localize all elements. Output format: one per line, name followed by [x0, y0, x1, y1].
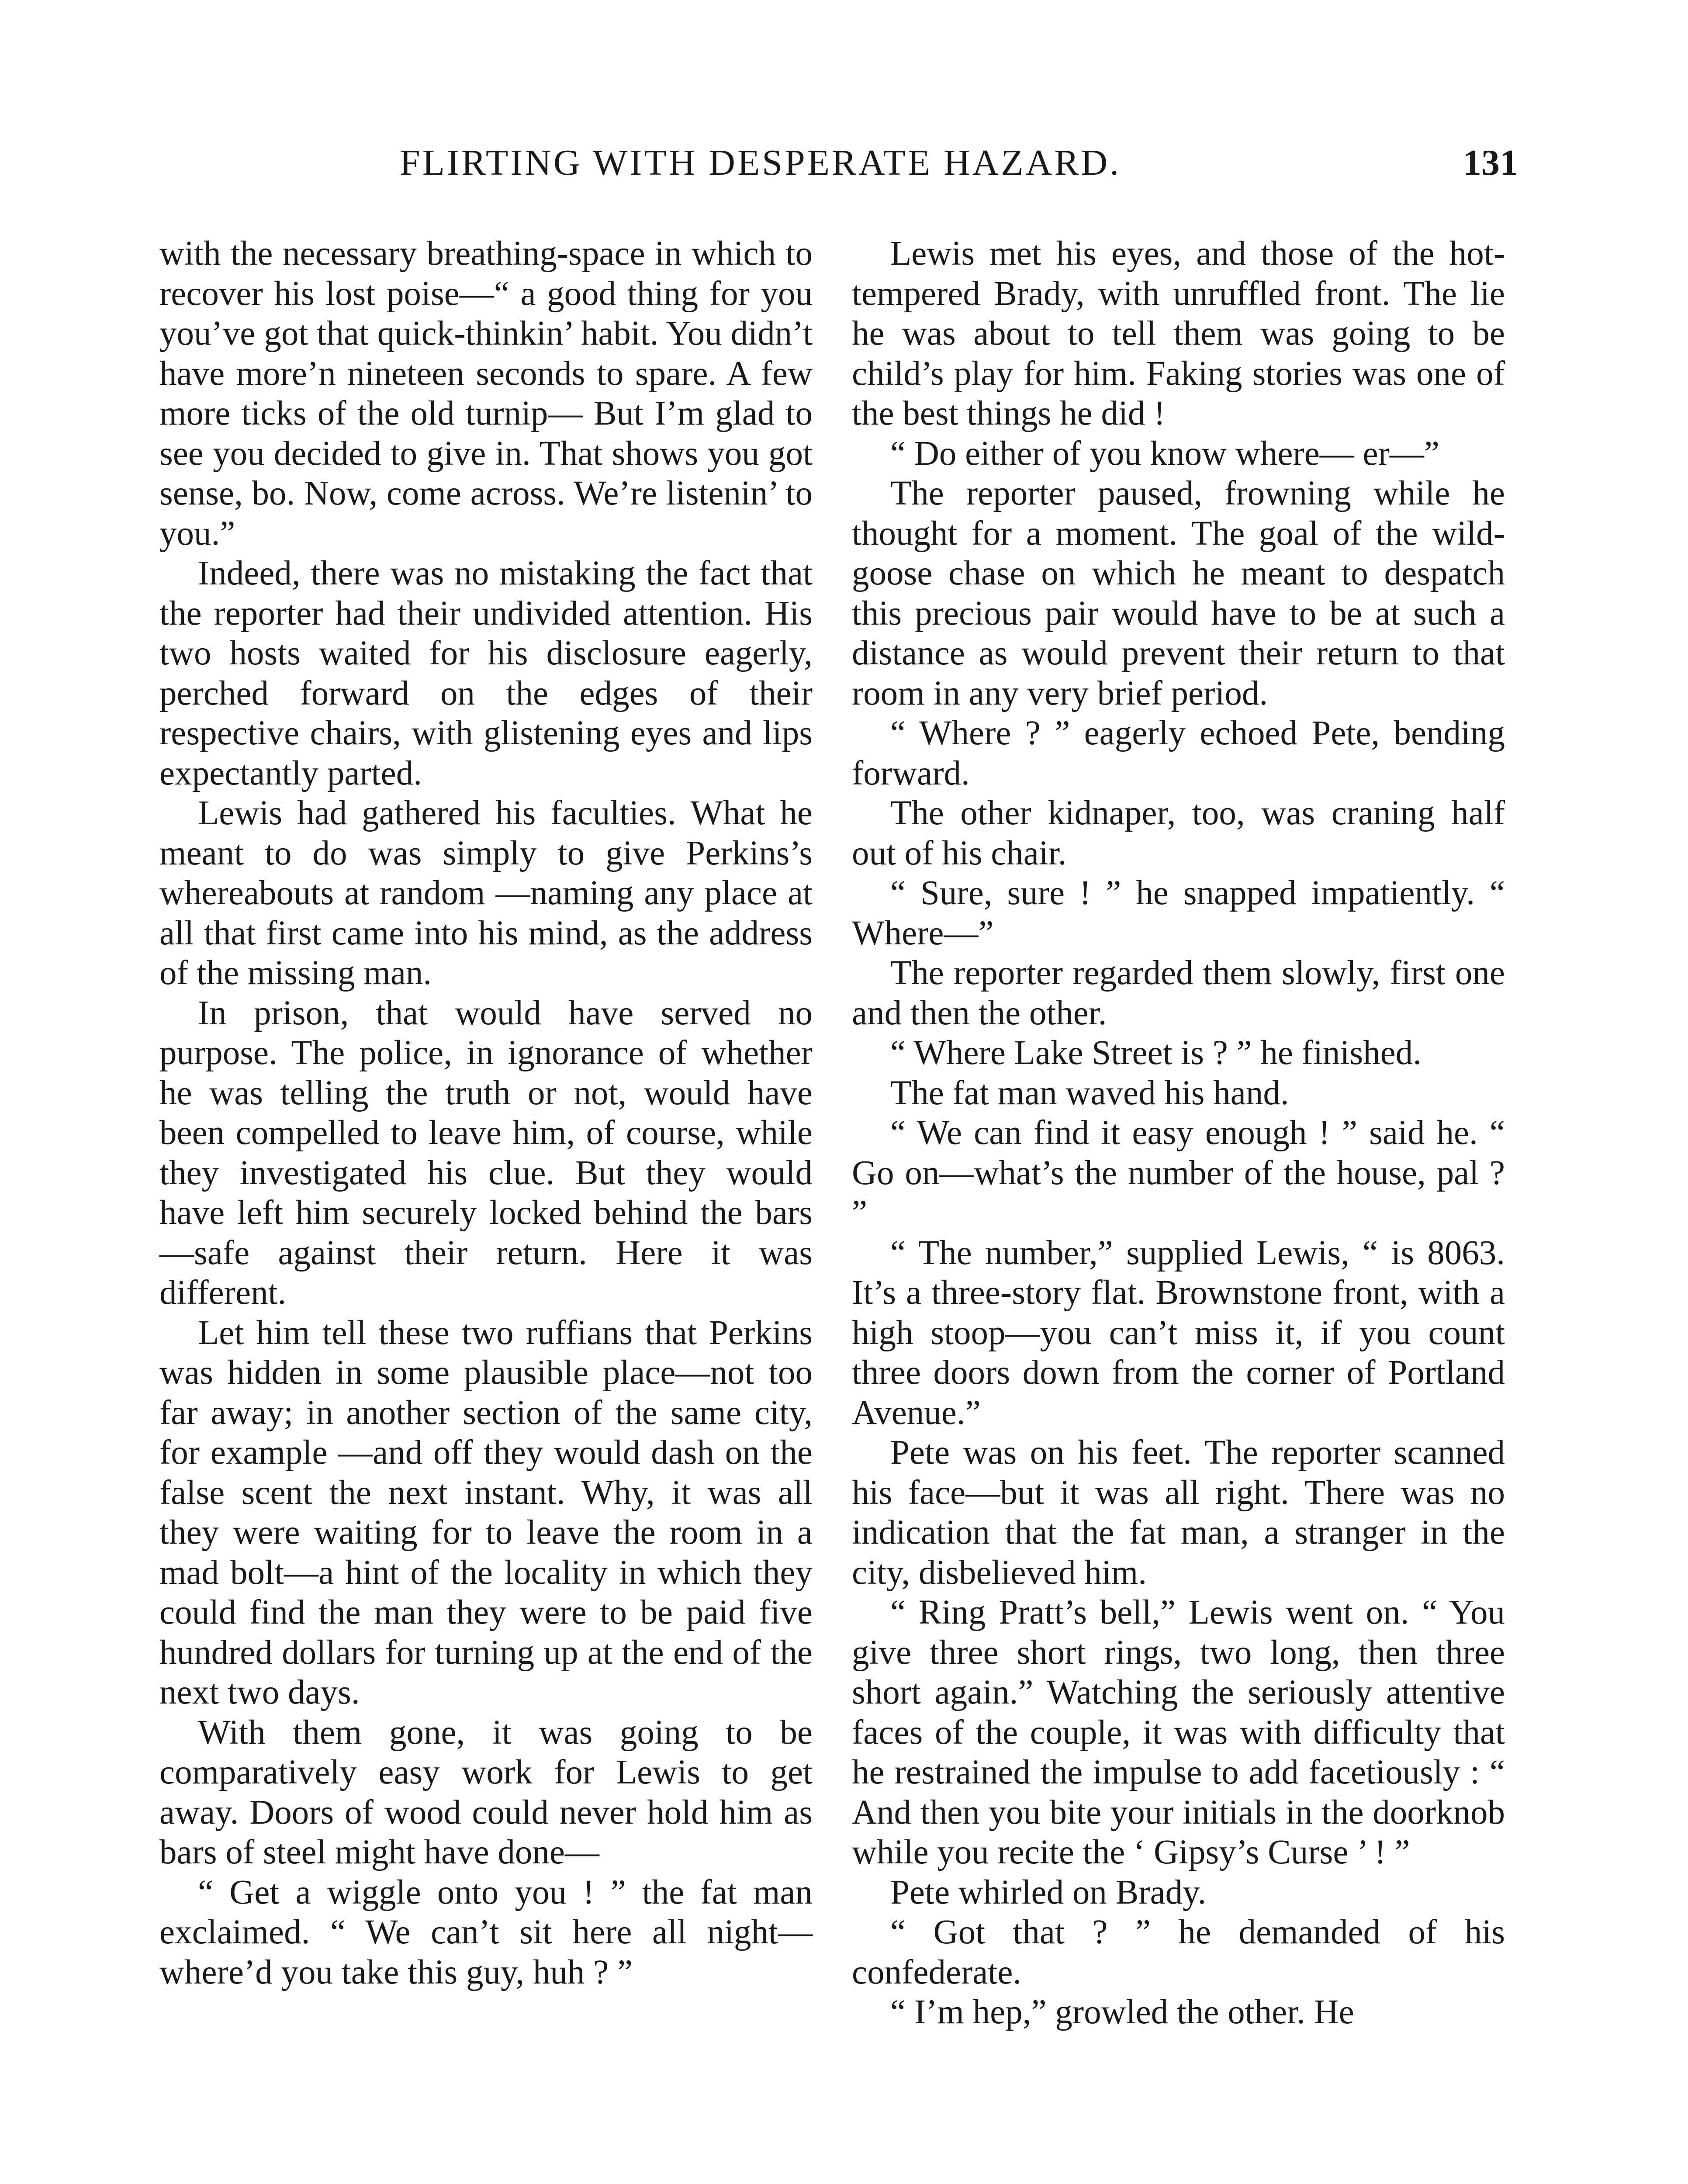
paragraph: Pete whirled on Brady. — [890, 1873, 1207, 1911]
running-title: FLIRTING WITH DESPERATE HAZARD. — [400, 142, 1121, 183]
paragraph: “ The number,” supplied Lewis, “ is 8063. It’s a three-story flat. Brownstone front, with a high stoop—you can’t miss it, if you count three doors down from the corner of Portland Avenue.” — [852, 1234, 1505, 1432]
paragraph: “ We can find it easy enough ! ” said he. “ Go on—what’s the number of the house, pal ? ” — [852, 1114, 1505, 1232]
paragraph: The fat man waved his hand. — [890, 1074, 1289, 1112]
paragraph: “ Where Lake Street is ? ” he finished. — [890, 1034, 1422, 1072]
paragraph: In prison, that would have served no purpose. The police, in ignorance of whether he was telling the truth or not, would have been compelled to leave him, of course, while they investigated his clue. But they would have left him securely locked behind the bars—safe against their return. Here it was different. — [159, 994, 813, 1312]
paragraph: with the necessary breathing-space in which to recover his lost poise—“ a good thing for you you’ve got that quick-thinkin’ habit. You didn’t have more’n nineteen seconds to spare. A few more ticks of the old turnip— But I’m glad to see you decided to give in. That shows you got sense, bo. Now, come across. We’re listenin’ to you.” — [159, 235, 813, 553]
paragraph: With them gone, it was going to be comparatively easy work for Lewis to get away. Doors of wood could never hold him as bars of steel might have done— — [159, 1713, 813, 1871]
paragraph: “ Ring Pratt’s bell,” Lewis went on. “ You give three short rings, two long, then three short again.” Watching the seriously attentive faces of the couple, it was with difficulty that he restrained the impulse to add facetiously : “ And then you bite your initials in the doorknob while you recite the ‘ Gipsy’s Curse ’ ! ” — [852, 1593, 1505, 1871]
paragraph: The reporter paused, frowning while he thought for a moment. The goal of the wild-goose chase on which he meant to despatch this precious pair would have to be at such a distance as would prevent their return to that room in any very brief period. — [852, 474, 1505, 712]
paragraph: Indeed, there was no mistaking the fact that the reporter had their undivided attention. His two hosts waited for his disclosure eagerly, perched forward on the edges of their respective chairs, with glistening eyes and lips expectantly parted. — [159, 554, 813, 792]
paragraph: “ Where ? ” eagerly echoed Pete, bending forward. — [852, 714, 1505, 792]
paragraph: Let him tell these two ruffians that Perkins was hidden in some plausible place—not too far away; in another section of the same city, for example —and off they would dash on the false scent the next instant. Why, it was all they were waiting for to leave the room in a mad bolt—a hint of the locality in which they could find the man they were to be paid five hundred dollars for turning up at the end of the next two days. — [159, 1313, 813, 1711]
paragraph: Lewis met his eyes, and those of the hot-tempered Brady, with unruffled front. The lie he was about to tell them was going to be child’s play for him. Faking stories was one of the best things he did ! — [852, 235, 1505, 432]
paragraph: “ Do either of you know where— er—” — [890, 434, 1439, 473]
paragraph: “ Sure, sure ! ” he snapped impatiently. “ Where—” — [852, 874, 1505, 952]
paragraph: The other kidnaper, too, was craning half out of his chair. — [852, 794, 1505, 872]
paragraph: The reporter regarded them slowly, first one and then the other. — [852, 954, 1505, 1032]
right-column — [852, 234, 1505, 2032]
paragraph: Lewis had gathered his faculties. What he meant to do was simply to give Perkins’s whereabouts at random —naming any place at all that first came into his mind, as the address of the missing man. — [159, 794, 813, 992]
paragraph: Pete was on his feet. The reporter scanned his face—but it was all right. There was no indication that the fat man, a stranger in the city, disbelieved him. — [852, 1434, 1505, 1592]
paragraph: “ Got that ? ” he demanded of his confederate. — [852, 1913, 1505, 1991]
paragraph: “ Get a wiggle onto you ! ” the fat man exclaimed. “ We can’t sit here all night—where’d you take this guy, huh ? ” — [159, 1873, 813, 1991]
paragraph: “ I’m hep,” growled the other. He — [890, 1993, 1354, 2031]
page-header — [155, 139, 1518, 191]
left-column — [159, 234, 813, 1992]
page-number: 131 — [1463, 142, 1518, 183]
